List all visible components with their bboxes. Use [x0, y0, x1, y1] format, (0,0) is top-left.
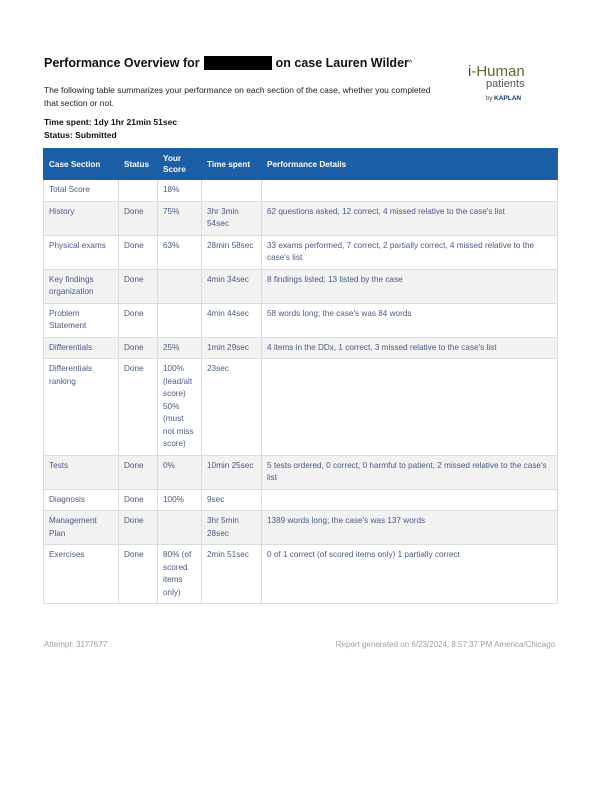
cell-details: 4 items in the DDx, 1 correct, 3 missed relative to the case's list [262, 337, 558, 359]
cell-section: Problem Statement [44, 303, 119, 337]
cell-time: 3hr 5min 28sec [202, 511, 262, 545]
cell-status: Done [119, 545, 158, 604]
logo-kaplan: KAPLAN [494, 95, 522, 102]
redacted-name-block [204, 56, 272, 70]
time-spent: Time spent: 1dy 1hr 21min 51sec [44, 117, 178, 127]
cell-score: 25% [158, 337, 202, 359]
cell-section: Total Score [44, 180, 119, 202]
table-row [44, 269, 558, 303]
cell-details: 8 findings listed; 13 listed by the case [262, 269, 558, 303]
cell-details [262, 359, 558, 456]
cell-status: Done [119, 269, 158, 303]
cell-time: 10min 25sec [202, 455, 262, 489]
intro-text: The following table summarizes your performance on each section of the case, whether you completed that section or not. [44, 85, 431, 108]
cell-score: 18% [158, 180, 202, 202]
cell-details [262, 180, 558, 202]
cell-time: 2min 51sec [202, 545, 262, 604]
cell-details: 58 words long; the case's was 84 words [262, 303, 558, 337]
cell-section: History [44, 201, 119, 235]
table-row [44, 235, 558, 269]
status-line: Status: Submitted [44, 130, 117, 140]
cell-time: 3hr 3min 54sec [202, 201, 262, 235]
header-status: Status [119, 149, 158, 180]
cell-status: Done [119, 359, 158, 456]
title-suffix: on case Lauren Wilder [275, 56, 409, 70]
table-row [44, 455, 558, 489]
cell-status: Done [119, 455, 158, 489]
cell-score: 75% [158, 201, 202, 235]
header-your-score: Your Score [158, 149, 202, 180]
meta-block [44, 116, 177, 142]
cell-time: 1min 29sec [202, 337, 262, 359]
cell-status: Done [119, 337, 158, 359]
cell-score [158, 269, 202, 303]
cell-score: 0% [158, 455, 202, 489]
logo-sub: patients [486, 78, 525, 90]
page-title [44, 56, 412, 70]
cell-score [158, 303, 202, 337]
logo-brand-name: Human [476, 63, 525, 80]
cell-time [202, 180, 262, 202]
header-time-spent: Time spent [202, 149, 262, 180]
cell-score: 100% [158, 489, 202, 511]
cell-time: 23sec [202, 359, 262, 456]
cell-details: 1389 words long; the case's was 137 words [262, 511, 558, 545]
logo-brand-i: i [468, 63, 472, 80]
logo-by [486, 95, 521, 102]
cell-section: Key findings organization [44, 269, 119, 303]
cell-score: 100% (lead/alt score) 50% (must not miss score) [158, 359, 202, 456]
cell-time: 28min 58sec [202, 235, 262, 269]
cell-time: 4min 34sec [202, 269, 262, 303]
table-row [44, 337, 558, 359]
table-header-row [44, 149, 558, 180]
logo-by-text: by [486, 96, 493, 102]
cell-section: Differentials [44, 337, 119, 359]
header-performance-details: Performance Details [262, 149, 558, 180]
cell-score: 63% [158, 235, 202, 269]
title-prefix: Performance Overview for [44, 56, 200, 70]
cell-score [158, 511, 202, 545]
cell-status: Done [119, 511, 158, 545]
cell-details [262, 489, 558, 511]
cell-details: 62 questions asked, 12 correct, 4 missed relative to the case's list [262, 201, 558, 235]
cell-score: 80% (of scored items only) [158, 545, 202, 604]
table-row [44, 511, 558, 545]
table-row [44, 359, 558, 456]
table-row [44, 201, 558, 235]
logo-brand: i-Human [468, 63, 525, 80]
title-mark: ^ [408, 59, 413, 67]
table-row [44, 303, 558, 337]
cell-section: Tests [44, 455, 119, 489]
cell-details: 33 exams performed, 7 correct, 2 partially correct, 4 missed relative to the case's list [262, 235, 558, 269]
cell-section: Management Plan [44, 511, 119, 545]
cell-details: 0 of 1 correct (of scored items only) 1 partially correct [262, 545, 558, 604]
cell-status: Done [119, 303, 158, 337]
cell-section: Diagnosis [44, 489, 119, 511]
cell-time: 4min 44sec [202, 303, 262, 337]
performance-table [43, 148, 558, 604]
report-generated: Report generated on 6/23/2024, 8:57:37 PM America/Chicago [335, 640, 555, 649]
header-case-section: Case Section [44, 149, 119, 180]
i-human-patients-logo [468, 63, 560, 109]
cell-status: Done [119, 235, 158, 269]
attempt-id: Attempt: 3177677 [44, 640, 108, 649]
table-row [44, 545, 558, 604]
cell-details: 5 tests ordered, 0 correct, 0 harmful to patient, 2 missed relative to the case's list [262, 455, 558, 489]
cell-section: Differentials ranking [44, 359, 119, 456]
cell-time: 9sec [202, 489, 262, 511]
table-row [44, 489, 558, 511]
cell-status: Done [119, 201, 158, 235]
table-row [44, 180, 558, 202]
cell-status [119, 180, 158, 202]
cell-status: Done [119, 489, 158, 511]
cell-section: Physical exams [44, 235, 119, 269]
cell-section: Exercises [44, 545, 119, 604]
